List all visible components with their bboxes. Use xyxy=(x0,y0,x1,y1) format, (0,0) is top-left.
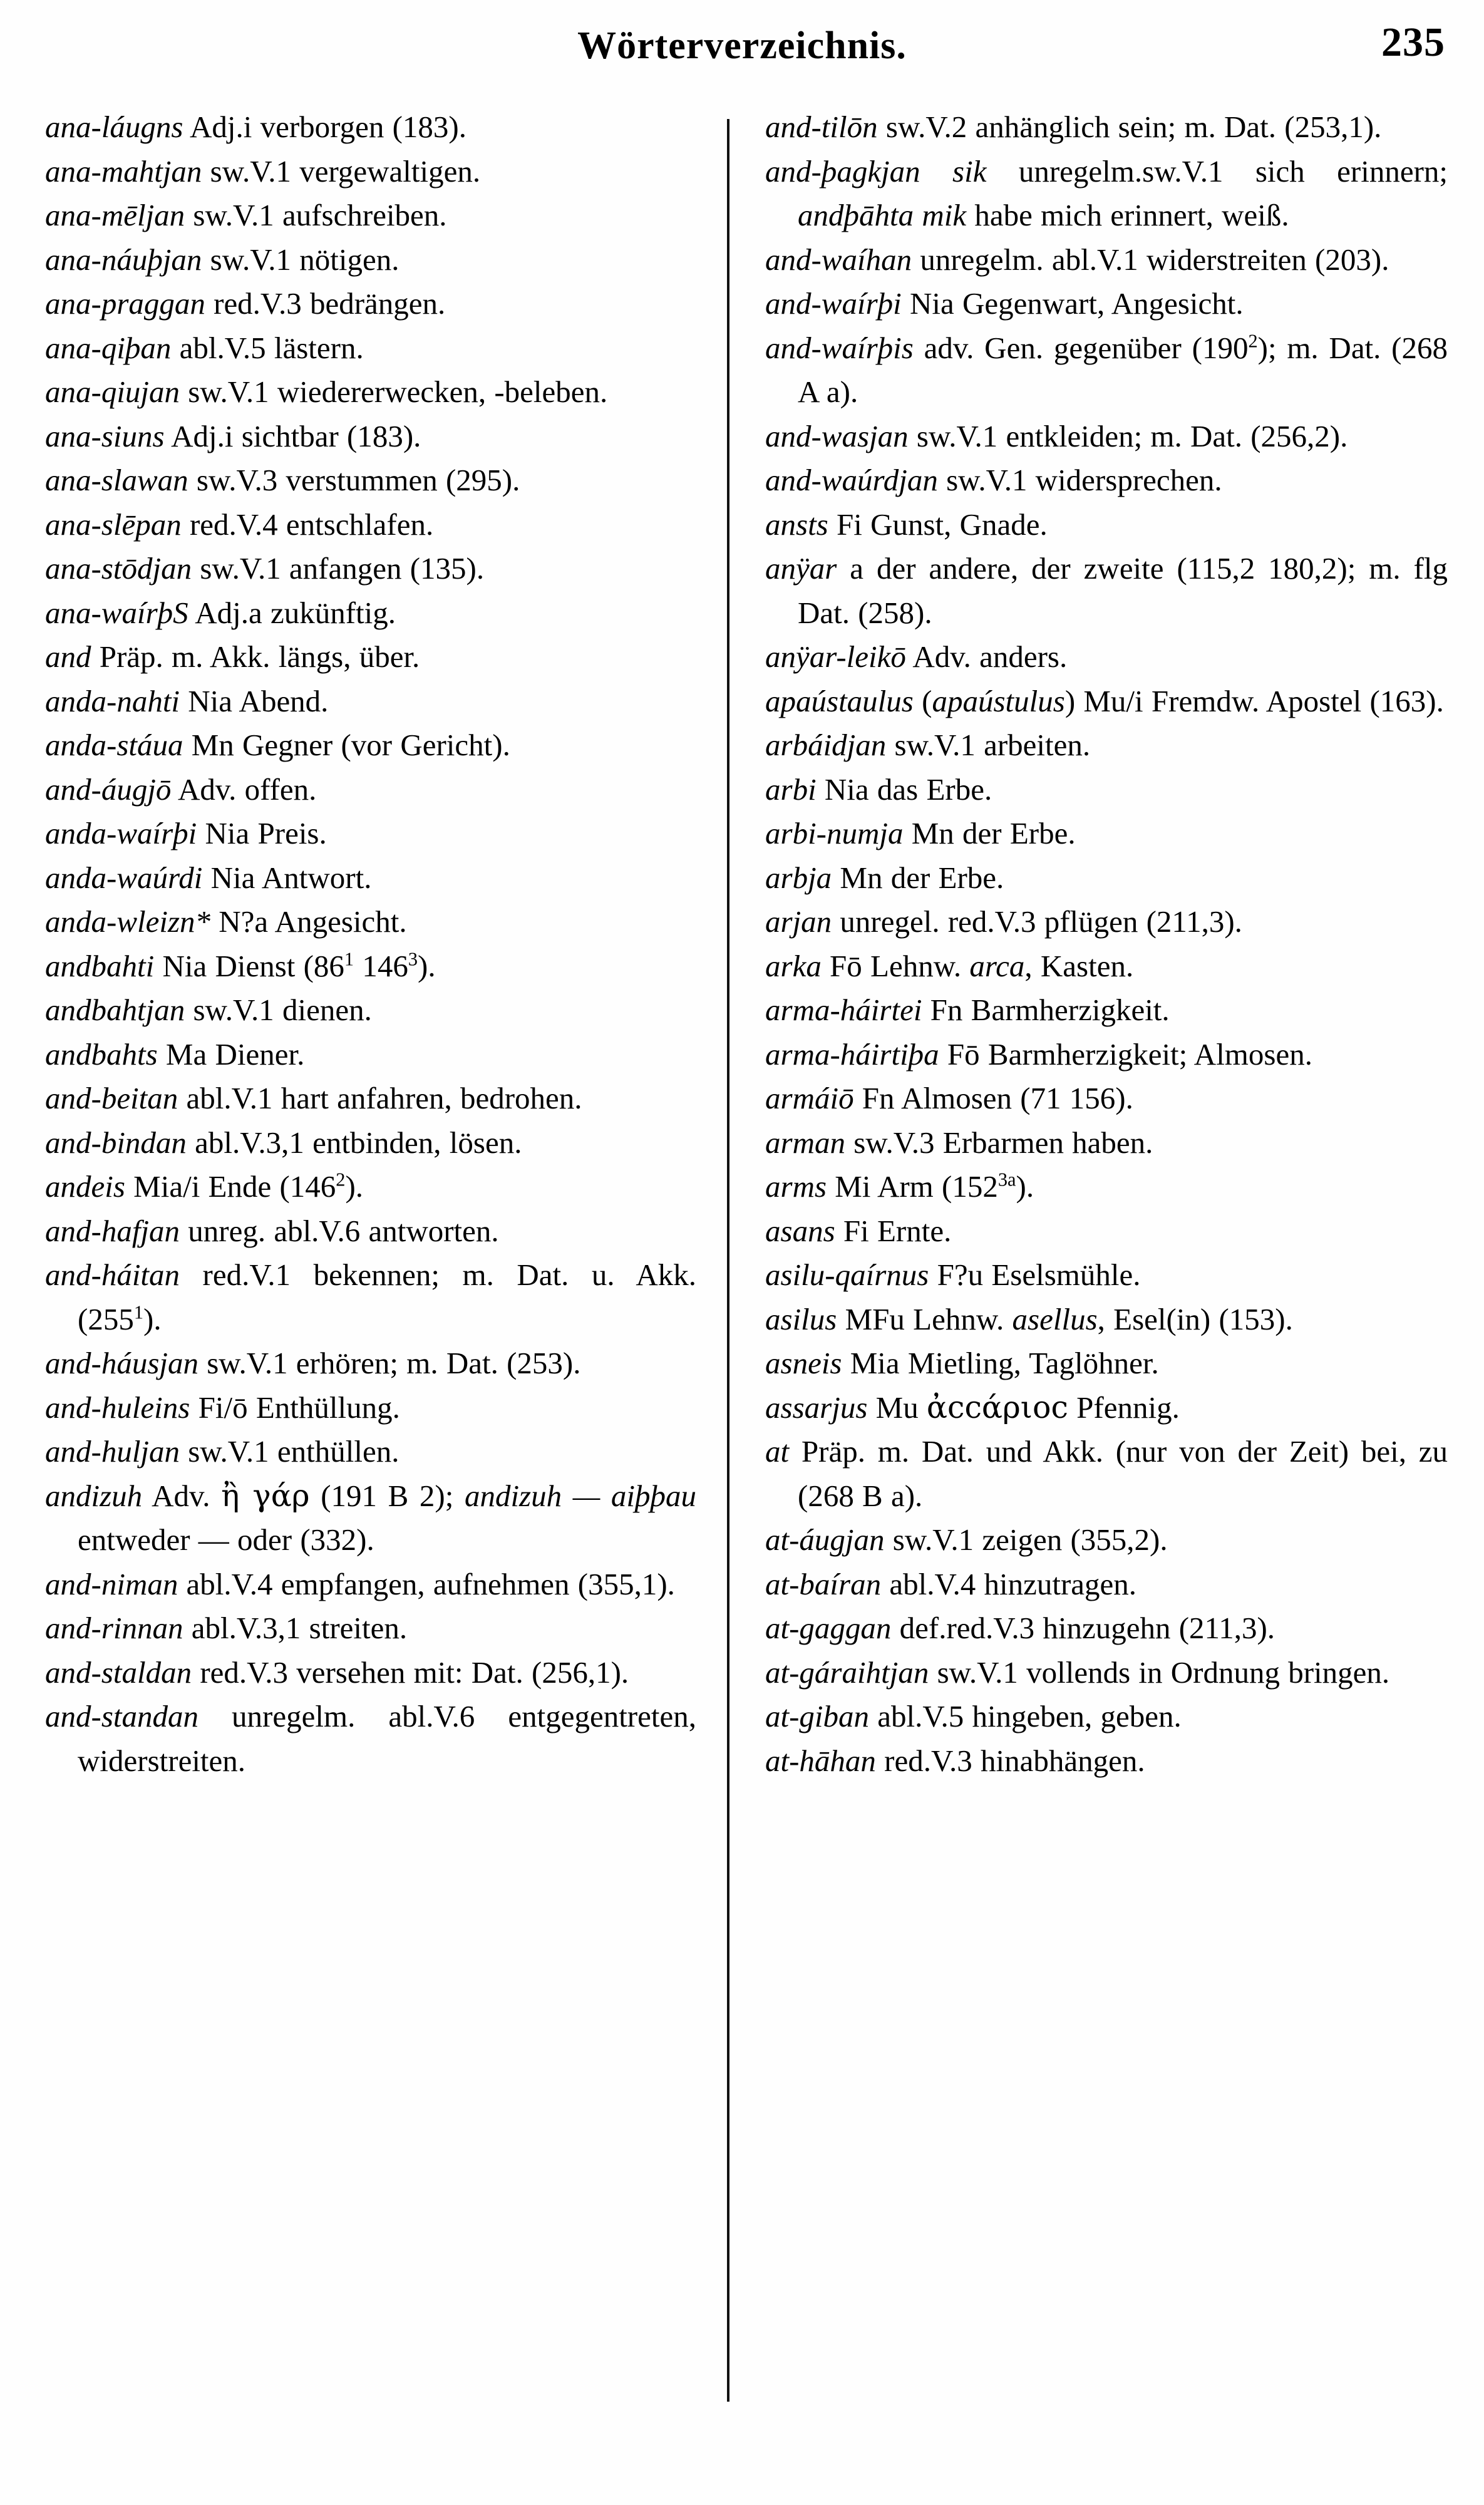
entry-headword: ana-praggan xyxy=(45,286,205,321)
entry-headword: anda-stáua xyxy=(45,728,183,762)
entry-headword: and-huljan xyxy=(45,1434,180,1469)
entry-gloss: red.V.3 versehen mit: Dat. (256,1). xyxy=(192,1655,629,1690)
dictionary-entry xyxy=(765,1253,1448,1298)
entry-headword: ana-slēpan xyxy=(45,507,182,542)
entry-headword: and-waíhan xyxy=(765,242,912,277)
dictionary-entry xyxy=(765,812,1448,856)
entry-headword: apaústaulus xyxy=(765,683,914,718)
entry-gloss: sw.V.1 entkleiden; m. Dat. (256,2). xyxy=(908,418,1348,453)
dictionary-entry xyxy=(765,900,1448,944)
entry-gloss: Fn Barmherzigkeit. xyxy=(922,993,1170,1027)
entry-headword: and-hafjan xyxy=(45,1213,180,1248)
entry-gloss: adv. Gen. gegenüber $(190^2)$; m. Dat. (268 A a). xyxy=(798,330,1448,409)
dictionary-entry xyxy=(765,988,1448,1033)
entry-headword: at xyxy=(765,1434,790,1469)
entry-gloss: Mn Gegner (vor Gericht). xyxy=(183,728,510,762)
entry-gloss: sw.V.1 zeigen (355,2). xyxy=(884,1522,1168,1557)
entry-headword: and-standan xyxy=(45,1699,198,1733)
entry-gloss: Adj.i verborgen (183). xyxy=(183,110,466,144)
dictionary-entry xyxy=(765,1209,1448,1254)
entry-gloss: abl.V.4 empfangen, aufnehmen (355,1). xyxy=(178,1566,675,1601)
dictionary-entry xyxy=(45,1430,696,1474)
entry-gloss: unregelm. abl.V.6 entgegentreten, widerstreiten. xyxy=(78,1699,696,1778)
entry-gloss: Adj.a zukünftig. xyxy=(188,595,396,630)
entry-headword: arbáidjan xyxy=(765,728,887,762)
entry-gloss: Mu ἀccάριoc Pfennig. xyxy=(867,1389,1180,1425)
dictionary-entry xyxy=(45,194,696,238)
entry-gloss: Nia Antwort. xyxy=(202,860,372,895)
entry-headword: and-bindan xyxy=(45,1125,187,1160)
dictionary-entry xyxy=(765,326,1448,415)
dictionary-entry xyxy=(45,282,696,326)
column-divider-rule xyxy=(727,119,729,2402)
entry-gloss: abl.V.5 lästern. xyxy=(171,330,364,365)
entry-headword: and-háusjan xyxy=(45,1346,198,1380)
entry-headword: ana-stōdjan xyxy=(45,551,192,586)
entry-gloss: unregel. red.V.3 pflügen (211,3). xyxy=(832,904,1242,939)
dictionary-entry xyxy=(765,503,1448,547)
entry-gloss: Mn der Erbe. xyxy=(832,860,1004,895)
dictionary-entry xyxy=(765,1651,1448,1695)
entry-gloss: abl.V.5 hingeben, geben. xyxy=(869,1699,1182,1733)
entry-headword: at-hāhan xyxy=(765,1743,876,1778)
entry-gloss: sw.V.1 vergewaltigen. xyxy=(202,153,481,189)
entry-gloss: Fi/ō Enthüllung. xyxy=(190,1390,400,1425)
entry-gloss: red.V.3 bedrängen. xyxy=(205,286,446,321)
dictionary-entry xyxy=(765,679,1448,724)
dictionary-entry xyxy=(45,105,696,150)
dictionary-entry xyxy=(765,1606,1448,1651)
entry-headword: ana-qiujan xyxy=(45,374,180,409)
entry-headword: and-þagkjan sik xyxy=(765,153,987,189)
dictionary-entry xyxy=(765,768,1448,812)
entry-gloss: Fi Gunst, Gnade. xyxy=(828,507,1048,542)
entry-gloss: Nia das Erbe. xyxy=(816,772,992,807)
entry-headword: arma-háirtei xyxy=(765,993,922,1027)
entry-headword: andizuh xyxy=(45,1478,143,1513)
entry-headword: and-áugjō xyxy=(45,772,172,807)
entry-gloss: unregelm.sw.V.1 sich erinnern; andþāhta mik habe mich erinnert, weiß. xyxy=(798,153,1448,232)
dictionary-entry xyxy=(45,1341,696,1386)
entry-gloss: abl.V.3,1 streiten. xyxy=(183,1611,408,1645)
dictionary-entry xyxy=(765,238,1448,282)
entry-headword: at-gáraihtjan xyxy=(765,1655,929,1690)
dictionary-entry xyxy=(765,856,1448,901)
dictionary-entry xyxy=(765,282,1448,326)
dictionary-entry xyxy=(765,150,1448,238)
dictionary-entry xyxy=(765,1298,1448,1342)
entry-headword: ana-waírþS xyxy=(45,595,188,630)
entry-gloss: a der andere, der zweite (115,2 180,2); m. flg Dat. (258). xyxy=(798,551,1448,630)
entry-gloss: Ma Diener. xyxy=(157,1036,305,1072)
entry-gloss: unreg. abl.V.6 antworten. xyxy=(180,1213,499,1248)
entry-headword: and-rinnan xyxy=(45,1611,183,1645)
dictionary-entry xyxy=(45,458,696,503)
entry-gloss: unregelm. abl.V.1 widerstreiten (203). xyxy=(912,242,1389,277)
dictionary-entry xyxy=(765,1562,1448,1607)
entry-gloss: sw.V.3 verstummen (295). xyxy=(188,463,520,497)
dictionary-entry xyxy=(45,679,696,724)
dictionary-entry xyxy=(45,1695,696,1783)
dictionary-entry xyxy=(45,370,696,415)
dictionary-entry xyxy=(765,1739,1448,1784)
dictionary-entry xyxy=(765,1121,1448,1165)
entry-gloss: abl.V.1 hart anfahren, bedrohen. xyxy=(178,1081,582,1115)
dictionary-entry xyxy=(765,1518,1448,1562)
entry-gloss: Präp. m. Akk. längs, über. xyxy=(91,639,420,674)
entry-gloss: F?u Eselsmühle. xyxy=(929,1258,1141,1292)
entry-gloss: Fō Lehnw. arca, Kasten. xyxy=(821,948,1134,983)
dictionary-entry xyxy=(45,1033,696,1077)
entry-headword: and-huleins xyxy=(45,1390,190,1425)
entry-headword: at-giban xyxy=(765,1699,870,1733)
entry-headword: ana-qiþan xyxy=(45,330,172,365)
entry-headword: asans xyxy=(765,1213,835,1248)
entry-headword: and-beitan xyxy=(45,1081,178,1115)
entry-headword: anda-waírþi xyxy=(45,816,197,850)
dictionary-entry xyxy=(765,547,1448,635)
entry-gloss: Mi Arm $(152^{3a})$. xyxy=(827,1169,1034,1204)
dictionary-entry xyxy=(45,812,696,856)
dictionary-entry xyxy=(765,458,1448,503)
entry-headword: and-niman xyxy=(45,1566,178,1601)
dictionary-entry xyxy=(45,1121,696,1165)
entry-headword: ana-slawan xyxy=(45,463,188,497)
entry-gloss: (apaústulus) Mu/i Fremdw. Apostel (163). xyxy=(913,683,1444,718)
entry-headword: arman xyxy=(765,1125,845,1160)
entry-headword: asilu-qaírnus xyxy=(765,1258,929,1292)
entry-gloss: sw.V.1 arbeiten. xyxy=(886,728,1091,762)
dictionary-entry xyxy=(45,1651,696,1695)
entry-gloss: red.V.1 bekennen; m. Dat. u. Akk. $(255^1)$. xyxy=(78,1258,696,1336)
dictionary-entry xyxy=(45,150,696,194)
entry-headword: at-baíran xyxy=(765,1566,882,1601)
entry-headword: anÿar xyxy=(765,551,837,586)
entry-headword: assarjus xyxy=(765,1390,868,1425)
entry-headword: ana-mahtjan xyxy=(45,153,202,189)
dictionary-entry xyxy=(45,1165,696,1209)
dictionary-entry xyxy=(765,415,1448,459)
entry-headword: anda-wleizn* xyxy=(45,904,211,939)
dictionary-entry xyxy=(45,768,696,812)
entry-gloss: Fn Almosen (71 156). xyxy=(853,1081,1133,1115)
entry-headword: and-waúrdjan xyxy=(765,463,938,497)
entry-headword: andbahts xyxy=(45,1036,158,1072)
entry-headword: arbi-numja xyxy=(765,816,904,850)
entry-headword: and-tilōn xyxy=(765,110,878,144)
entry-gloss: Nia Abend. xyxy=(180,683,329,718)
entry-gloss: Adj.i sichtbar (183). xyxy=(164,418,421,453)
dictionary-entry xyxy=(45,900,696,944)
entry-gloss: N?a Angesicht. xyxy=(210,904,407,939)
entry-headword: andbahtjan xyxy=(45,993,185,1027)
left-column xyxy=(45,105,696,1783)
dictionary-entry xyxy=(765,1695,1448,1739)
entry-gloss: MFu Lehnw. asellus, Esel(in) (153). xyxy=(837,1301,1293,1336)
entry-gloss: def.red.V.3 hinzugehn (211,3). xyxy=(891,1611,1275,1645)
entry-gloss: Adv. anders. xyxy=(905,639,1068,674)
dictionary-entry xyxy=(45,1474,696,1562)
entry-gloss: sw.V.1 nötigen. xyxy=(202,242,399,277)
dictionary-entry xyxy=(45,1606,696,1651)
entry-headword: armáiō xyxy=(765,1081,854,1115)
running-head-title: Wörterverzeichnis. xyxy=(577,24,907,67)
entry-headword: and-háitan xyxy=(45,1258,180,1292)
dictionary-entry xyxy=(45,1562,696,1607)
dictionary-entry xyxy=(45,723,696,768)
entry-headword: arbja xyxy=(765,860,832,895)
dictionary-entry xyxy=(45,591,696,636)
dictionary-entry xyxy=(45,856,696,901)
entry-gloss: Nia Gegenwart, Angesicht. xyxy=(901,286,1244,321)
dictionary-entry xyxy=(765,723,1448,768)
dictionary-entry xyxy=(45,635,696,679)
entry-gloss: Mn der Erbe. xyxy=(903,816,1076,850)
entry-gloss: Adv. offen. xyxy=(171,772,317,807)
entry-headword: at-gaggan xyxy=(765,1611,892,1645)
dictionary-entry xyxy=(765,1341,1448,1386)
dictionary-entry xyxy=(765,105,1448,150)
dictionary-entry xyxy=(765,944,1448,989)
dictionary-entry xyxy=(45,238,696,282)
dictionary-entry xyxy=(765,1033,1448,1077)
entry-gloss: Nia Preis. xyxy=(197,816,327,850)
dictionary-entry xyxy=(45,944,696,989)
entry-headword: ana-siuns xyxy=(45,418,165,453)
entry-headword: and-waírþis xyxy=(765,330,914,365)
entry-headword: asneіs xyxy=(765,1346,842,1380)
dictionary-entry xyxy=(765,1077,1448,1121)
page-number: 235 xyxy=(1381,19,1445,65)
entry-headword: anda-waúrdi xyxy=(45,860,203,895)
entry-headword: ana-láugns xyxy=(45,110,183,144)
dictionary-entry xyxy=(45,1209,696,1254)
entry-gloss: Mia/i Ende $(146^2)$. xyxy=(125,1169,364,1204)
dictionary-entry xyxy=(45,1077,696,1121)
dictionary-entry xyxy=(765,635,1448,679)
dictionary-entry xyxy=(45,1253,696,1341)
entry-gloss: sw.V.1 widersprechen. xyxy=(937,463,1222,497)
entry-gloss: sw.V.1 wiedererwecken, -beleben. xyxy=(180,374,608,409)
entry-headword: ana-mēljan xyxy=(45,198,185,232)
dictionary-entry xyxy=(45,326,696,371)
entry-headword: anÿar-leikō xyxy=(765,639,906,674)
entry-gloss: sw.V.2 anhänglich sein; m. Dat. (253,1). xyxy=(877,110,1382,144)
entry-headword: at-áugjan xyxy=(765,1522,885,1557)
entry-gloss: Mia Mietling, Taglöhner. xyxy=(842,1346,1159,1380)
entry-gloss: red.V.3 hinabhängen. xyxy=(875,1743,1145,1778)
entry-gloss: red.V.4 entschlafen. xyxy=(181,507,434,542)
two-column-body xyxy=(0,105,1484,2485)
entry-gloss: sw.V.1 erhören; m. Dat. (253). xyxy=(198,1346,581,1380)
entry-headword: anda-nahti xyxy=(45,683,180,718)
entry-gloss: Adv. ἢ γάρ (191 B 2); andizuh — aiþþau entweder — oder (332). xyxy=(78,1477,696,1557)
entry-gloss: sw.V.3 Erbarmen haben. xyxy=(845,1125,1153,1160)
dictionary-entry xyxy=(45,415,696,459)
entry-headword: andеis xyxy=(45,1169,125,1204)
entry-headword: and-staldan xyxy=(45,1655,192,1690)
entry-gloss: Präp. m. Dat. und Akk. (nur von der Zeit) bei, zu (268 B a). xyxy=(789,1434,1448,1513)
entry-headword: ana-náuþjan xyxy=(45,242,202,277)
entry-gloss: sw.V.1 vollends in Ordnung bringen. xyxy=(929,1655,1390,1690)
entry-headword: arma-háirtiþa xyxy=(765,1036,939,1072)
dictionary-entry xyxy=(765,1165,1448,1209)
entry-headword: and xyxy=(45,639,91,674)
dictionary-entry xyxy=(765,1430,1448,1518)
entry-headword: arbi xyxy=(765,772,817,807)
dictionary-entry xyxy=(45,503,696,547)
entry-gloss: abl.V.3,1 entbinden, lösen. xyxy=(186,1125,522,1160)
entry-headword: ansts xyxy=(765,507,828,542)
dictionary-entry xyxy=(45,988,696,1033)
entry-gloss: Fi Ernte. xyxy=(835,1213,952,1248)
entry-gloss: sw.V.1 aufschreiben. xyxy=(185,198,447,232)
entry-gloss: sw.V.1 anfangen (135). xyxy=(192,551,485,586)
entry-gloss: Fō Barmherzigkeit; Almosen. xyxy=(939,1036,1312,1072)
page-header xyxy=(0,0,1484,94)
entry-headword: asilus xyxy=(765,1301,837,1336)
entry-gloss: sw.V.1 dienen. xyxy=(185,993,372,1027)
dictionary-entry xyxy=(765,1386,1448,1430)
entry-gloss: Nia Dienst ($86^1$ $146^3$). xyxy=(154,948,436,983)
entry-headword: andbahti xyxy=(45,948,155,983)
entry-headword: arka xyxy=(765,948,822,983)
right-column xyxy=(765,105,1448,1783)
dictionary-entry xyxy=(45,1386,696,1430)
entry-headword: arms xyxy=(765,1169,827,1204)
entry-headword: and-waírþi xyxy=(765,286,902,321)
entry-headword: and-wasjan xyxy=(765,418,909,453)
dictionary-entry xyxy=(45,547,696,591)
entry-gloss: abl.V.4 hinzutragen. xyxy=(881,1566,1137,1601)
entry-gloss: sw.V.1 enthüllen. xyxy=(180,1434,399,1469)
entry-headword: arjan xyxy=(765,904,832,939)
